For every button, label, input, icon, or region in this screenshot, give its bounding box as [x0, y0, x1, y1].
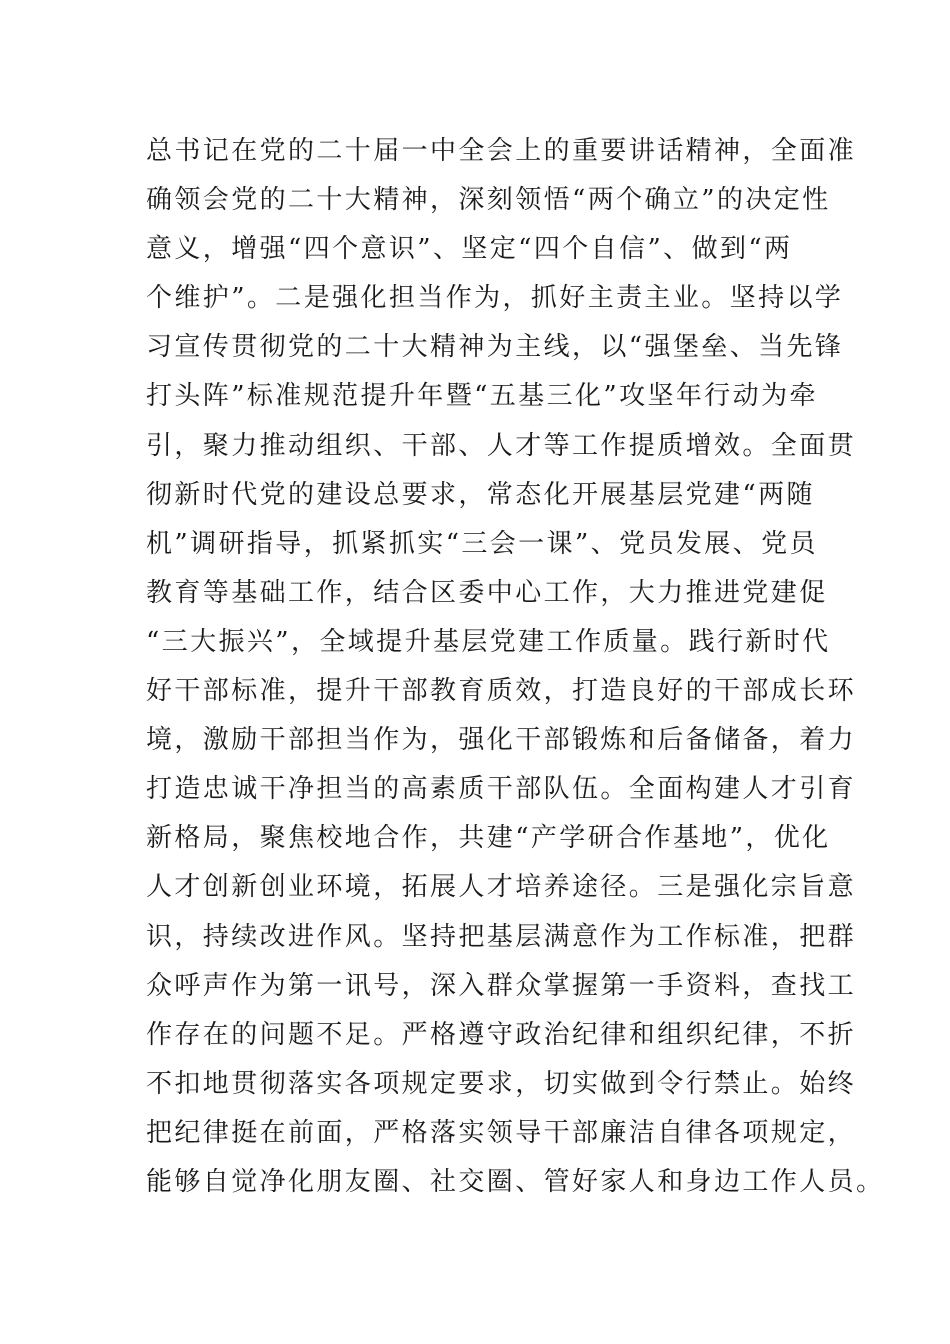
text-line: 打造忠诚干净担当的高素质干部队伍。全面构建人才引育 — [146, 774, 857, 805]
text-line: “三大振兴”，全域提升基层党建工作质量。践行新时代 — [146, 626, 831, 657]
text-line: 不扣地贯彻落实各项规定要求，切实做到令行禁止。始终 — [146, 1068, 857, 1099]
text-line: 好干部标准，提升干部教育质效，打造良好的干部成长环 — [146, 676, 857, 707]
text-line: 作存在的问题不足。严格遵守政治纪律和组织纪律，不折 — [146, 1019, 857, 1050]
text-line: 引，聚力推动组织、干部、人才等工作提质增效。全面贯 — [146, 430, 857, 461]
text-line: 人才创新创业环境，拓展人才培养途径。三是强化宗旨意 — [146, 872, 857, 903]
text-line: 新格局，聚焦校地合作，共建“产学研合作基地”，优化 — [146, 823, 831, 854]
text-line: 彻新时代党的建设总要求，常态化开展基层党建“两随 — [146, 479, 815, 510]
text-line: 把纪律挺在前面，严格落实领导干部廉洁自律各项规定， — [146, 1117, 857, 1148]
text-line: 意义，增强“四个意识”、坚定“四个自信”、做到“两 — [146, 234, 793, 265]
text-line: 识，持续改进作风。坚持把基层满意作为工作标准，把群 — [146, 921, 857, 952]
text-line: 众呼声作为第一讯号，深入群众掌握第一手资料，查找工 — [146, 970, 857, 1001]
text-line: 打头阵”标准规范提升年暨“五基三化”攻坚年行动为牵 — [146, 381, 818, 412]
text-line: 能够自觉净化朋友圈、社交圈、管好家人和身边工作人员。 — [146, 1166, 885, 1197]
text-line: 总书记在党的二十届一中全会上的重要讲话精神，全面准 — [146, 136, 857, 166]
text-line: 教育等基础工作，结合区委中心工作，大力推进党建促 — [146, 577, 828, 608]
text-line: 确领会党的二十大精神，深刻领悟“两个确立”的决定性 — [146, 185, 831, 216]
text-line: 机”调研指导，抓紧抓实“三会一课”、党员发展、党员 — [146, 528, 818, 559]
text-line: 个维护”。二是强化担当作为，抓好主责主业。坚持以学 — [146, 283, 844, 314]
text-line: 境，激励干部担当作为，强化干部锻炼和后备储备，着力 — [146, 725, 857, 756]
text-line: 习宣传贯彻党的二十大精神为主线，以“强堡垒、当先锋 — [146, 332, 844, 363]
body-paragraph — [146, 127, 885, 1207]
